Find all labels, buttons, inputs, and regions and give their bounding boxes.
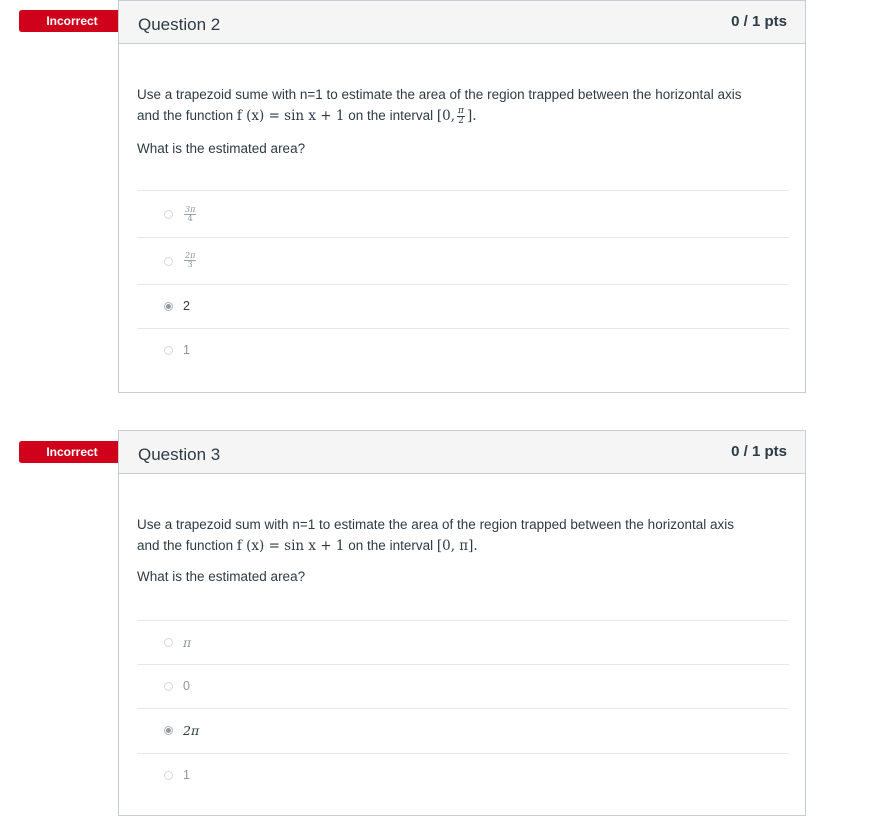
answer-option-selected[interactable] [137, 284, 789, 329]
question-3-card [118, 430, 806, 816]
fraction-numerator: 3π [185, 205, 196, 214]
answer-option[interactable] [137, 328, 789, 373]
radio-button[interactable] [164, 638, 173, 647]
stem-text: and the function [137, 538, 234, 553]
answer-text: 0 [183, 679, 190, 693]
answer-fraction [184, 206, 196, 223]
stem-line-1: Use a trapezoid sume with n=1 to estimate the area of the region trapped between the horizontal axis [137, 87, 742, 102]
stem-line-1: Use a trapezoid sum with n=1 to estimate the area of the region trapped between the horizontal axis [137, 517, 734, 532]
stem-line-2 [137, 535, 787, 557]
question-points: 0 / 1 pts [731, 13, 787, 30]
answer-text: π [183, 635, 192, 650]
question-header [118, 0, 806, 44]
answer-text: 1 [183, 768, 190, 782]
fraction-denominator: 4 [187, 214, 193, 223]
radio-button-selected[interactable] [164, 302, 173, 311]
answer-option[interactable] [137, 753, 789, 798]
question-body [118, 474, 806, 816]
question-2-card [118, 0, 806, 393]
radio-button[interactable] [164, 257, 173, 266]
fraction-denominator: 3 [187, 260, 193, 269]
stem-text: on the interval [348, 108, 434, 123]
answer-option[interactable] [137, 664, 789, 709]
stem-text: on the interval [348, 538, 434, 553]
stem-text: and the function [137, 108, 234, 123]
question-points: 0 / 1 pts [731, 443, 787, 460]
fraction-denominator: 2 [458, 115, 464, 126]
stem-line-2 [137, 105, 787, 127]
question-stem [137, 84, 787, 127]
interval-fraction [457, 107, 465, 126]
answer-option-selected[interactable] [137, 708, 789, 754]
question-2-ribbon [19, 10, 133, 32]
answer-text: 2π [183, 723, 200, 738]
incorrect-badge-label: Incorrect [46, 14, 98, 28]
fraction-numerator: 2π [185, 251, 196, 260]
question-header [118, 430, 806, 474]
question-stem [137, 514, 787, 557]
fraction-numerator: π [458, 105, 464, 116]
incorrect-badge-label: Incorrect [46, 445, 98, 459]
question-title: Question 2 [138, 15, 221, 34]
question-body [118, 44, 806, 393]
radio-button[interactable] [164, 771, 173, 780]
interval-expression: [0, π]. [436, 538, 478, 554]
radio-button[interactable] [164, 346, 173, 355]
question-prompt: What is the estimated area? [137, 569, 306, 584]
radio-button[interactable] [164, 682, 173, 691]
question-3-ribbon [19, 441, 133, 463]
answer-text: 2 [183, 299, 190, 313]
interval-right: ]. [466, 108, 477, 124]
function-expression: f (x) = sin x + 1 [236, 538, 345, 554]
answer-option[interactable] [137, 190, 789, 238]
answer-option[interactable] [137, 620, 789, 665]
radio-button-selected[interactable] [164, 726, 173, 735]
interval-left: [0, [436, 108, 456, 124]
radio-button[interactable] [164, 210, 173, 219]
question-title: Question 3 [138, 445, 221, 464]
answer-text: 1 [183, 343, 190, 357]
answer-option[interactable] [137, 237, 789, 285]
answer-fraction [184, 252, 196, 269]
function-expression: f (x) = sin x + 1 [236, 108, 345, 124]
question-prompt: What is the estimated area? [137, 141, 306, 156]
